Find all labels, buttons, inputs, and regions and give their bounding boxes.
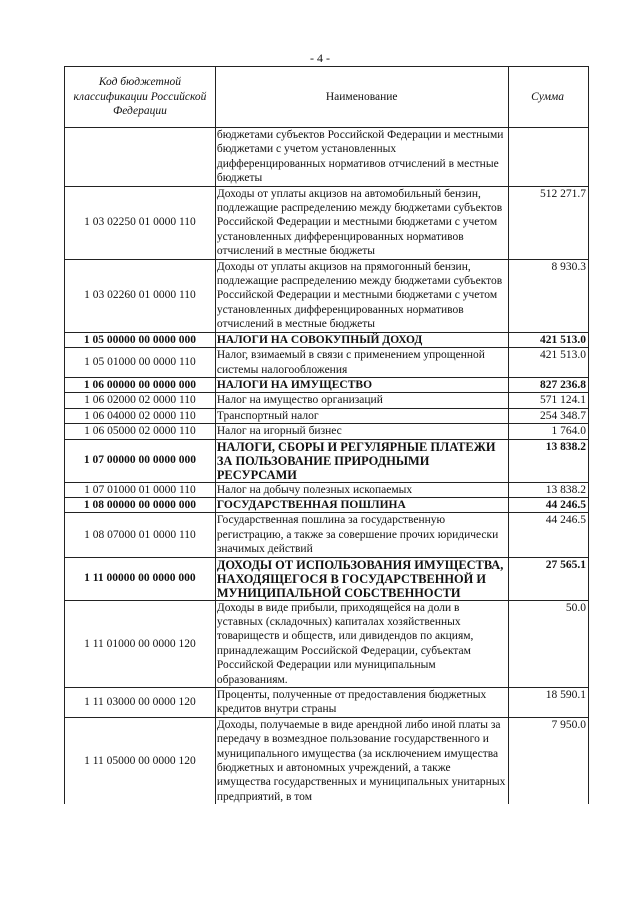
row-code: 1 11 01000 00 0000 120 [65,600,216,687]
row-code: 1 07 01000 01 0000 110 [65,482,216,497]
table-row-section [65,497,589,512]
row-name: Государственная пошлина за государственную регистрацию, а также за совершение прочих юридически значимых действий [215,513,508,557]
row-code: 1 11 03000 00 0000 120 [65,688,216,718]
row-code: 1 03 02250 01 0000 110 [65,186,216,259]
row-sum: 13 838.2 [508,482,588,497]
table-row [65,600,589,687]
table-row [65,186,589,259]
row-sum: 827 236.8 [508,377,588,392]
row-code: 1 06 00000 00 0000 000 [65,377,216,392]
table-row [65,424,589,439]
row-sum: 512 271.7 [508,186,588,259]
row-name: Доходы, получаемые в виде арендной либо иной платы за передачу в возмездное пользование государственного и муниципального имущества (за исключением имущества бюджетных и автономных учреждений, а также имущества государственных и муниципальных унитарных предприятий, в том [215,717,508,804]
row-name: НАЛОГИ НА ИМУЩЕСТВО [215,377,508,392]
row-name: бюджетами субъектов Российской Федерации и местными бюджетами с учетом установленных дифференцированных нормативов отчислений в местные бюджеты [215,128,508,187]
row-name: Доходы от уплаты акцизов на прямогонный бензин, подлежащие распределению между бюджетами субъектов Российской Федерации и местными бюджетами с учетом установленных дифференцированных нормативов отчислений в местные бюджеты [215,259,508,332]
row-code: 1 05 00000 00 0000 000 [65,332,216,347]
row-code: 1 11 05000 00 0000 120 [65,717,216,804]
table-row [65,717,589,804]
row-code: 1 11 00000 00 0000 000 [65,557,216,600]
row-sum: 571 124.1 [508,393,588,408]
table-row [65,348,589,378]
budget-revenue-table [64,66,589,804]
row-code: 1 03 02260 01 0000 110 [65,259,216,332]
row-name: ГОСУДАРСТВЕННАЯ ПОШЛИНА [215,497,508,512]
row-sum: 50.0 [508,600,588,687]
row-name: ДОХОДЫ ОТ ИСПОЛЬЗОВАНИЯ ИМУЩЕСТВА, НАХОДЯЩЕГОСЯ В ГОСУДАРСТВЕННОЙ И МУНИЦИПАЛЬНОЙ СОБСТВЕННОСТИ [215,557,508,600]
page-number: - 4 - [310,51,330,65]
table-row [65,513,589,557]
column-header-code: Код бюджетной классификации Российской Федерации [65,67,216,128]
row-code: 1 08 00000 00 0000 000 [65,497,216,512]
table-row [65,688,589,718]
row-name: Налог на имущество организаций [215,393,508,408]
row-code [65,128,216,187]
row-name: Налог на добычу полезных ископаемых [215,482,508,497]
table-row-section [65,332,589,347]
table-row [65,408,589,423]
column-header-name: Наименование [215,67,508,128]
row-sum: 27 565.1 [508,557,588,600]
row-code: 1 06 02000 02 0000 110 [65,393,216,408]
row-name: Налог на игорный бизнес [215,424,508,439]
row-code: 1 06 05000 02 0000 110 [65,424,216,439]
row-sum: 421 513.0 [508,332,588,347]
row-name: Доходы от уплаты акцизов на автомобильный бензин, подлежащие распределению между бюджетами субъектов Российской Федерации и местными бюджетами с учетом установленных дифференцированных нормативов отчислений в местные бюджеты [215,186,508,259]
row-sum: 44 246.5 [508,513,588,557]
row-name: Проценты, полученные от предоставления бюджетных кредитов внутри страны [215,688,508,718]
row-name: Налог, взимаемый в связи с применением упрощенной системы налогообложения [215,348,508,378]
row-code: 1 05 01000 00 0000 110 [65,348,216,378]
row-sum: 421 513.0 [508,348,588,378]
row-name: НАЛОГИ, СБОРЫ И РЕГУЛЯРНЫЕ ПЛАТЕЖИ ЗА ПОЛЬЗОВАНИЕ ПРИРОДНЫМИ РЕСУРСАМИ [215,439,508,482]
table-row [65,393,589,408]
row-name: НАЛОГИ НА СОВОКУПНЫЙ ДОХОД [215,332,508,347]
table-row [65,482,589,497]
table-row-section [65,557,589,600]
row-sum [508,128,588,187]
row-code: 1 08 07000 01 0000 110 [65,513,216,557]
row-name: Доходы в виде прибыли, приходящейся на доли в уставных (складочных) капиталах хозяйственных товариществ и обществ, или дивидендов по акциям, принадлежащим Российской Федерации, субъектам Российской Федерации или муниципальным образованиям. [215,600,508,687]
table-row-section [65,377,589,392]
row-sum: 1 764.0 [508,424,588,439]
column-header-sum: Сумма [508,67,588,128]
table-row-section [65,439,589,482]
row-sum: 44 246.5 [508,497,588,512]
row-sum: 8 930.3 [508,259,588,332]
row-name: Транспортный налог [215,408,508,423]
table-row [65,259,589,332]
table-header-row [65,67,589,128]
table-row [65,128,589,187]
row-code: 1 07 00000 00 0000 000 [65,439,216,482]
row-sum: 254 348.7 [508,408,588,423]
row-sum: 7 950.0 [508,717,588,804]
row-sum: 18 590.1 [508,688,588,718]
row-code: 1 06 04000 02 0000 110 [65,408,216,423]
row-sum: 13 838.2 [508,439,588,482]
